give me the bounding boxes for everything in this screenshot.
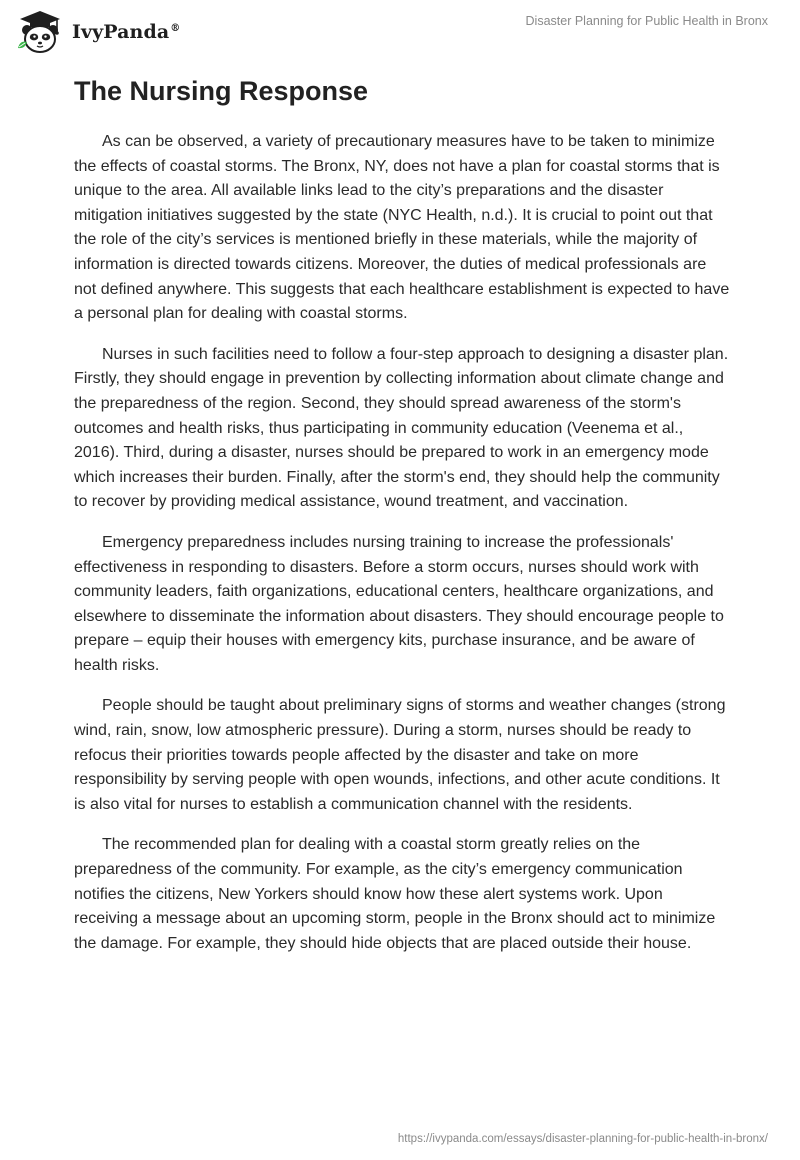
page-header [0,0,800,60]
paragraph-4: People should be taught about preliminary signs of storms and weather changes (strong wind, rain, snow, low atmospheric pressure). During a storm, nurses should be ready to refocus their priorities towards people affected by the disaster and take on more responsibility by serving people with open wounds, infections, and other acute conditions. It is also vital for nurses to establish a communication channel with the residents. [74,697,726,813]
panda-graduate-icon [14,8,66,56]
source-url-link[interactable]: https://ivypanda.com/essays/disaster-planning-for-public-health-in-bronx/ [397,1133,768,1145]
section-heading: The Nursing Response [74,76,369,106]
paragraph-2: Nurses in such facilities need to follow a four-step approach to designing a disaster plan. Firstly, they should engage in prevention by collecting information about climate change and the preparedness of the region. Second, they should spread awareness of the storm's outcomes and health risks, thus participating in community education (Veenema et al., 2016). Third, during a disaster, nurses should be prepared to work in an emergency mode which increases their burden. Finally, after the storm's end, they should help the community to recover by providing medical assistance, wound treatment, and vaccination. [74,345,729,511]
brand-name: IvyPanda® [72,21,181,43]
article-body [74,72,730,972]
registered-mark: ® [170,22,181,34]
paragraph-5: The recommended plan for dealing with a coastal storm greatly relies on the preparedness of the community. For example, as the city’s emergency communication notifies the citizens, New Yorkers should know how these alert systems work. Upon receiving a message about an upcoming storm, people in the Bronx should act to minimize the damage. For example, they should hide objects that are placed outside their house. [74,836,716,952]
paragraph-1: As can be observed, a variety of precautionary measures have to be taken to minimize the effects of coastal storms. The Bronx, NY, does not have a plan for coastal storms that is unique to the area. All available links lead to the city’s preparations and the disaster mitigation initiatives suggested by the state (NYC Health, n.d.). It is crucial to point out that the role of the city’s services is mentioned briefly in these materials, while the majority of information is directed towards citizens. Moreover, the duties of medical professionals are not defined anywhere. This suggests that each healthcare establishment is expected to have a personal plan for dealing with coastal storms. [74,133,730,323]
paragraph-3: Emergency preparedness includes nursing training to increase the professionals' effectiveness in responding to disasters. Before a storm occurs, nurses should work with community leaders, faith organizations, educational centers, healthcare organizations, and elsewhere to disseminate the information about disasters. They should encourage people to prepare – equip their houses with emergency kits, purchase insurance, and be aware of health risks. [74,533,724,674]
brand-logo[interactable] [14,8,180,56]
document-title: Disaster Planning for Public Health in Bronx [525,14,768,28]
